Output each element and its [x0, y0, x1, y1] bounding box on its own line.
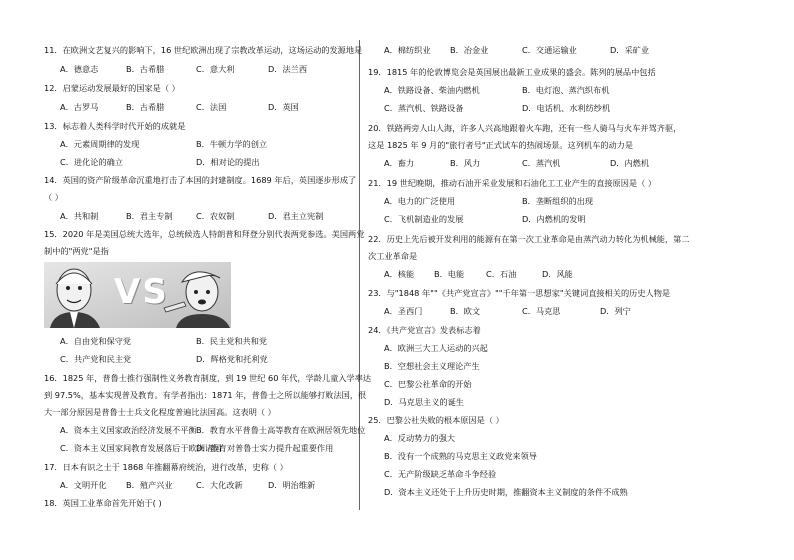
- q18-opt-d: D．采矿业: [610, 45, 650, 55]
- q25-opt-d: D．资本主义还处于上升历史时期，推翻资本主义制度的条件不成熟: [384, 487, 628, 497]
- q13-stem: 13．标志着人类科学时代开始的成就是: [44, 121, 186, 131]
- q18-opt-a: A．棉纺织业: [384, 45, 431, 55]
- q25-opt-a: A．反动势力的强大: [384, 433, 456, 443]
- q25-opt-c: C．无产阶级缺乏革命斗争经验: [384, 469, 497, 479]
- q15-stem-2: 制中的"两党"是指: [44, 246, 109, 256]
- q21-stem: 21．19 世纪晚期，推动石油开采业发展和石油化工工业产生的直接原因是（ ）: [368, 178, 657, 188]
- q20-opt-b: B．风力: [450, 158, 481, 168]
- q16-stem-3: 大一部分原因是普鲁士士兵文化程度普遍比法国高。这表明（ ）: [44, 407, 276, 417]
- q18-stem: 18．英国工业革命首先开始于( ): [44, 498, 162, 508]
- q16-opt-b: B．教育水平普鲁士高等教育在欧洲居领先地位: [196, 425, 366, 435]
- q17-opt-c: C．大化改新: [196, 480, 243, 490]
- q23-opt-b: B．欧文: [450, 306, 481, 316]
- q23-opt-d: D．列宁: [600, 306, 631, 316]
- q24-opt-b: B．空想社会主义理论产生: [384, 361, 480, 371]
- q19-stem: 19．1815 年的伦敦博览会是英国展出最新工业成果的盛会。陈列的展品中包括: [368, 67, 656, 77]
- q17-stem: 17．日本有识之士于 1868 年推翻幕府统治，进行改革，史称（ ）: [44, 462, 288, 472]
- q20-opt-d: D．内燃机: [610, 158, 650, 168]
- q12-stem: 12．启蒙运动发展最好的国家是（ ）: [44, 83, 180, 93]
- q24-opt-a: A．欧洲三大工人运动的兴起: [384, 343, 488, 353]
- q13-opt-c: C．进化论的确立: [60, 157, 124, 167]
- q19-opt-d: D．电话机、水利纺纱机: [522, 103, 611, 113]
- q22-opt-a: A．核能: [384, 269, 415, 279]
- q15-opt-d: D．辉格党和托利党: [196, 354, 268, 364]
- q19-opt-a: A．铁路设备、柴油内燃机: [384, 85, 480, 95]
- q18-opt-c: C．交通运输业: [522, 45, 577, 55]
- q14-opt-c: C．农奴制: [196, 211, 235, 221]
- q23-opt-a: A．圣西门: [384, 306, 423, 316]
- q13-opt-a: A．元素周期律的发现: [60, 139, 140, 149]
- q22-opt-d: D．风能: [542, 269, 573, 279]
- q20-stem-2: 这是 1825 年 9 月的"旅行者号"正式试车的热闹场景。这列机车的动力是: [368, 140, 634, 150]
- q11-opt-d: D．法兰西: [268, 64, 308, 74]
- q22-stem: 22．历史上先后被开发利用的能源有在第一次工业革命是由蒸汽动力转化为机械能，第二: [368, 234, 690, 244]
- q14-stem: 14．英国的资产阶级革命沉重地打击了本国的封建制度。1689 年后，英国逐步形成了: [44, 175, 357, 185]
- q16-stem: 16．1825 年，普鲁士推行强制性义务教育制度，到 19 世纪 60 年代，学龄儿童入学率达: [44, 373, 372, 383]
- q14-opt-b: B．君主专制: [126, 211, 173, 221]
- q14-opt-a: A．共和制: [60, 211, 99, 221]
- candidates-vs-image: [44, 262, 231, 328]
- q17-opt-a: A．文明开化: [60, 480, 107, 490]
- q23-stem: 23．与"1848 年""《共产党宣言》""千年第一思想家"关键词直接相关的历史人物是: [368, 288, 671, 298]
- vs-text: VS: [114, 272, 169, 312]
- q23-opt-c: C．马克思: [522, 306, 561, 316]
- q15-opt-a: A．自由党和保守党: [60, 336, 132, 346]
- q15-opt-b: B．民主党和共和党: [196, 336, 268, 346]
- q12-opt-d: D．英国: [268, 102, 299, 112]
- q13-opt-b: B．牛顿力学的创立: [196, 139, 268, 149]
- q14-opt-d: D．君主立宪制: [268, 211, 324, 221]
- q21-opt-a: A．电力的广泛使用: [384, 196, 456, 206]
- q16-opt-a: A．资本主义国家政治经济发展不平衡: [60, 425, 197, 435]
- q18-opt-b: B．冶金业: [450, 45, 489, 55]
- q11-stem: 11．在欧洲文艺复兴的影响下，16 世纪欧洲出现了宗教改革运动，这场运动的发源地是: [44, 45, 363, 55]
- q24-opt-d: D．马克思主义的诞生: [384, 397, 464, 407]
- q14-stem-2: （ ）: [44, 192, 63, 202]
- q12-opt-a: A．古罗马: [60, 102, 99, 112]
- q21-opt-b: B．垄断组织的出现: [522, 196, 594, 206]
- q17-opt-d: D．明治维新: [268, 480, 316, 490]
- q11-opt-c: C．意大利: [196, 64, 235, 74]
- column-divider: [359, 40, 360, 510]
- q20-opt-c: C．蒸汽机: [522, 158, 561, 168]
- q13-opt-d: D．相对论的提出: [196, 157, 260, 167]
- q12-opt-b: B．古希腊: [126, 102, 165, 112]
- q16-opt-c: C．资本主义国家间教育发展落后于欧洲诸国: [60, 443, 222, 453]
- q16-opt-d: D．教育对普鲁士实力提升起重要作用: [196, 443, 334, 453]
- q24-stem: 24．《共产党宣言》发表标志着: [368, 325, 481, 335]
- q11-opt-b: B．古希腊: [126, 64, 165, 74]
- q19-opt-b: B．电灯泡、蒸汽织布机: [522, 85, 610, 95]
- q20-opt-a: A．畜力: [384, 158, 415, 168]
- q11-opt-a: A．德意志: [60, 64, 99, 74]
- q16-stem-2: 到 97.5%，基本实现普及教育。有学者指出：1871 年，普鲁士之所以能够打败法国，很: [44, 390, 367, 400]
- q15-opt-c: C．共产党和民主党: [60, 354, 132, 364]
- q22-opt-b: B．电能: [434, 269, 465, 279]
- q21-opt-d: D．内燃机的发明: [522, 214, 586, 224]
- q22-opt-c: C．石油: [486, 269, 517, 279]
- q15-stem: 15．2020 年是美国总统大选年，总统候选人特朗普和拜登分别代表两党参选。美国两党: [44, 229, 365, 239]
- q25-stem: 25．巴黎公社失败的根本原因是（ ）: [368, 415, 504, 425]
- q19-opt-c: C．蒸汽机、铁路设备: [384, 103, 464, 113]
- q20-stem: 20．铁路两旁人山人海，许多人兴高地跟着火车跑，还有一些人骑马与火车并驾齐驱，: [368, 123, 682, 133]
- q17-opt-b: B．殖产兴业: [126, 480, 173, 490]
- q22-stem-2: 次工业革命是: [368, 251, 418, 261]
- q25-opt-b: B．没有一个成熟的马克思主义政党来领导: [384, 451, 537, 461]
- q24-opt-c: C．巴黎公社革命的开始: [384, 379, 472, 389]
- q12-opt-c: C．法国: [196, 102, 227, 112]
- q21-opt-c: C．飞机制造业的发展: [384, 214, 464, 224]
